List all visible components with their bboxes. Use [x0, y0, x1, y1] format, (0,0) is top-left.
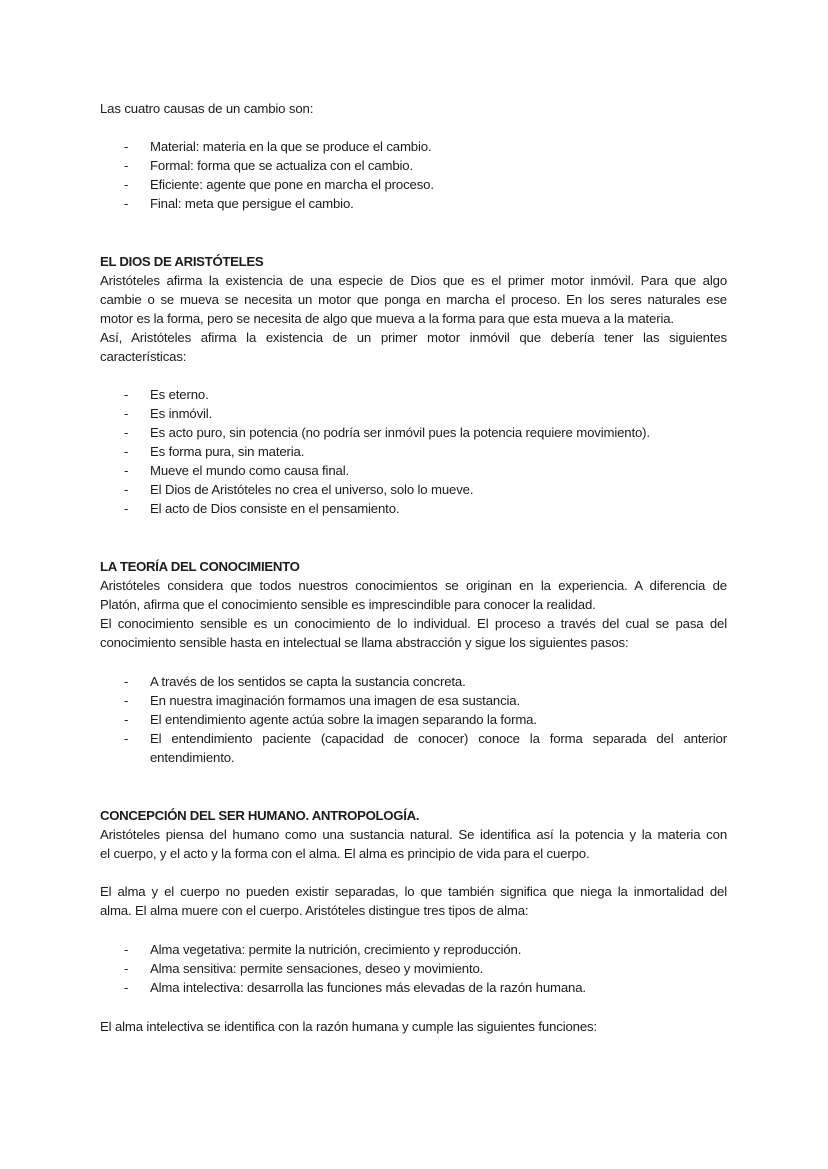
paragraph-line: Aristóteles afirma la existencia de una especie de Dios que es el primer motor inmóvil. Para que algo [100, 273, 727, 288]
closing-text: El alma intelectiva se identifica con la razón humana y cumple las siguientes funciones: [100, 1019, 597, 1034]
bullet-dash: - [124, 444, 129, 459]
paragraph-line: Aristóteles piensa del humano como una sustancia natural. Se identifica así la potencia y la materia con [100, 827, 727, 842]
paragraph-line: motor es la forma, pero se necesita de algo que mueva a la forma para que esta mueva a la materia. [100, 311, 674, 326]
paragraph-line: El conocimiento sensible es un conocimiento de lo individual. El proceso a través del cual se pasa del [100, 616, 727, 631]
bullet-dash: - [124, 196, 129, 211]
bullet-dash: - [124, 712, 129, 727]
bullet-dash: - [124, 961, 129, 976]
intro-text: Las cuatro causas de un cambio son: [100, 101, 314, 116]
paragraph-line: conocimiento sensible hasta en intelectual se llama abstracción y sigue los siguientes pasos: [100, 635, 629, 650]
bullet-dash: - [124, 406, 129, 421]
bullet-dash: - [124, 158, 129, 173]
bullet-dash: - [124, 674, 129, 689]
bullet-dash: - [124, 942, 129, 957]
bullet-dash: - [124, 177, 129, 192]
bullet-dash: - [124, 425, 129, 440]
bullet-dash: - [124, 980, 129, 995]
bullet-dash: - [124, 482, 129, 497]
section-heading-dios: EL DIOS DE ARISTÓTELES [100, 254, 264, 269]
paragraph-line: cambie o se mueva se necesita un motor que ponga en marcha el proceso. En los seres naturales ese [100, 292, 727, 307]
section-heading-conocimiento: LA TEORÍA DEL CONOCIMIENTO [100, 559, 300, 574]
bullet-dash: - [124, 139, 129, 154]
section-heading-antropologia: CONCEPCIÓN DEL SER HUMANO. ANTROPOLOGÍA. [100, 808, 420, 823]
bullet-dash: - [124, 501, 129, 516]
paragraph-line: alma. El alma muere con el cuerpo. Aristóteles distingue tres tipos de alma: [100, 903, 529, 918]
bullet-dash: - [124, 693, 129, 708]
document-page: Las cuatro causas de un cambio son: - Material: materia en la que se produce el cambio. - Formal: forma que se actualiza con el cambio. - Eficiente: agente que pone en marcha el proceso. - Final: meta que persigue el cambio. EL DIOS DE ARISTÓTELES Aristóteles afirma la existencia de una especie de Dios que es el primer motor inmóvil. Para que algo cambie o se mueva se necesita un motor que ponga en marcha el proceso. En los seres naturales ese motor es la forma, pero se necesita de algo que mueva a la forma para que esta mueva a la materia. Así, Aristóteles afirma la existencia de un primer motor inmóvil que debería tener las siguientes características: - Es eterno. - Es inmóvil. - Es acto puro, sin potencia (no podría ser inmóvil pues la potencia requiere movimiento). - Es forma pura, sin materia. - Mueve el mundo como causa final. - El Dios de Aristóteles no crea el universo, solo lo mueve. - El acto de Dios consiste en el pensamiento. LA TEORÍA DEL CONOCIMIENTO Aristóteles considera que todos nuestros conocimientos se originan en la experiencia. A diferencia de Platón, afirma que el conocimiento sensible es imprescindible para conocer la realidad. El conocimiento sensible es un conocimiento de lo individual. El proceso a través del cual se pasa del conocimiento sensible hasta en intelectual se llama abstracción y sigue los siguientes pasos: - A través de los sentidos se capta la sustancia concreta. - En nuestra imaginación formamos una imagen de esa sustancia. - El entendimiento agente actúa sobre la imagen separando la forma. - El entendimiento paciente (capacidad de conocer) conoce la forma separada del anterior entendimiento. CONCEPCIÓN DEL SER HUMANO. ANTROPOLOGÍA. Aristóteles piensa del humano como una sustancia natural. Se identifica así la potencia y la materia con el cuerpo, y el acto y la forma con el alma. El alma es principio de vida para el cuerpo. El alma y el cuerpo no pueden existir separadas, lo que también significa que niega la inmortalidad del alma. El alma muere con el cuerpo. Aristóteles distingue tres tipos de alma: - Alma vegetativa: permite la nutrición, crecimiento y reproducción. - Alma sensitiva: permite sensaciones, deseo y movimiento. - Alma intelectiva: desarrolla las funciones más elevadas de la razón humana. El alma intelectiva se identifica con la razón humana y cumple las siguientes funciones: [0, 0, 828, 1169]
paragraph-line: el cuerpo, y el acto y la forma con el alma. El alma es principio de vida para el cuerpo. [100, 846, 590, 861]
paragraph-line: características: [100, 349, 187, 364]
paragraph-line: Así, Aristóteles afirma la existencia de un primer motor inmóvil que debería tener las siguientes [100, 330, 727, 345]
paragraph-line: El alma y el cuerpo no pueden existir separadas, lo que también significa que niega la inmortalidad del [100, 884, 727, 899]
paragraph-line: Aristóteles considera que todos nuestros conocimientos se originan en la experiencia. A diferencia de [100, 578, 727, 593]
bullet-dash: - [124, 731, 129, 746]
paragraph-line: Platón, afirma que el conocimiento sensible es imprescindible para conocer la realidad. [100, 597, 596, 612]
bullet-dash: - [124, 387, 129, 402]
bullet-dash: - [124, 463, 129, 478]
